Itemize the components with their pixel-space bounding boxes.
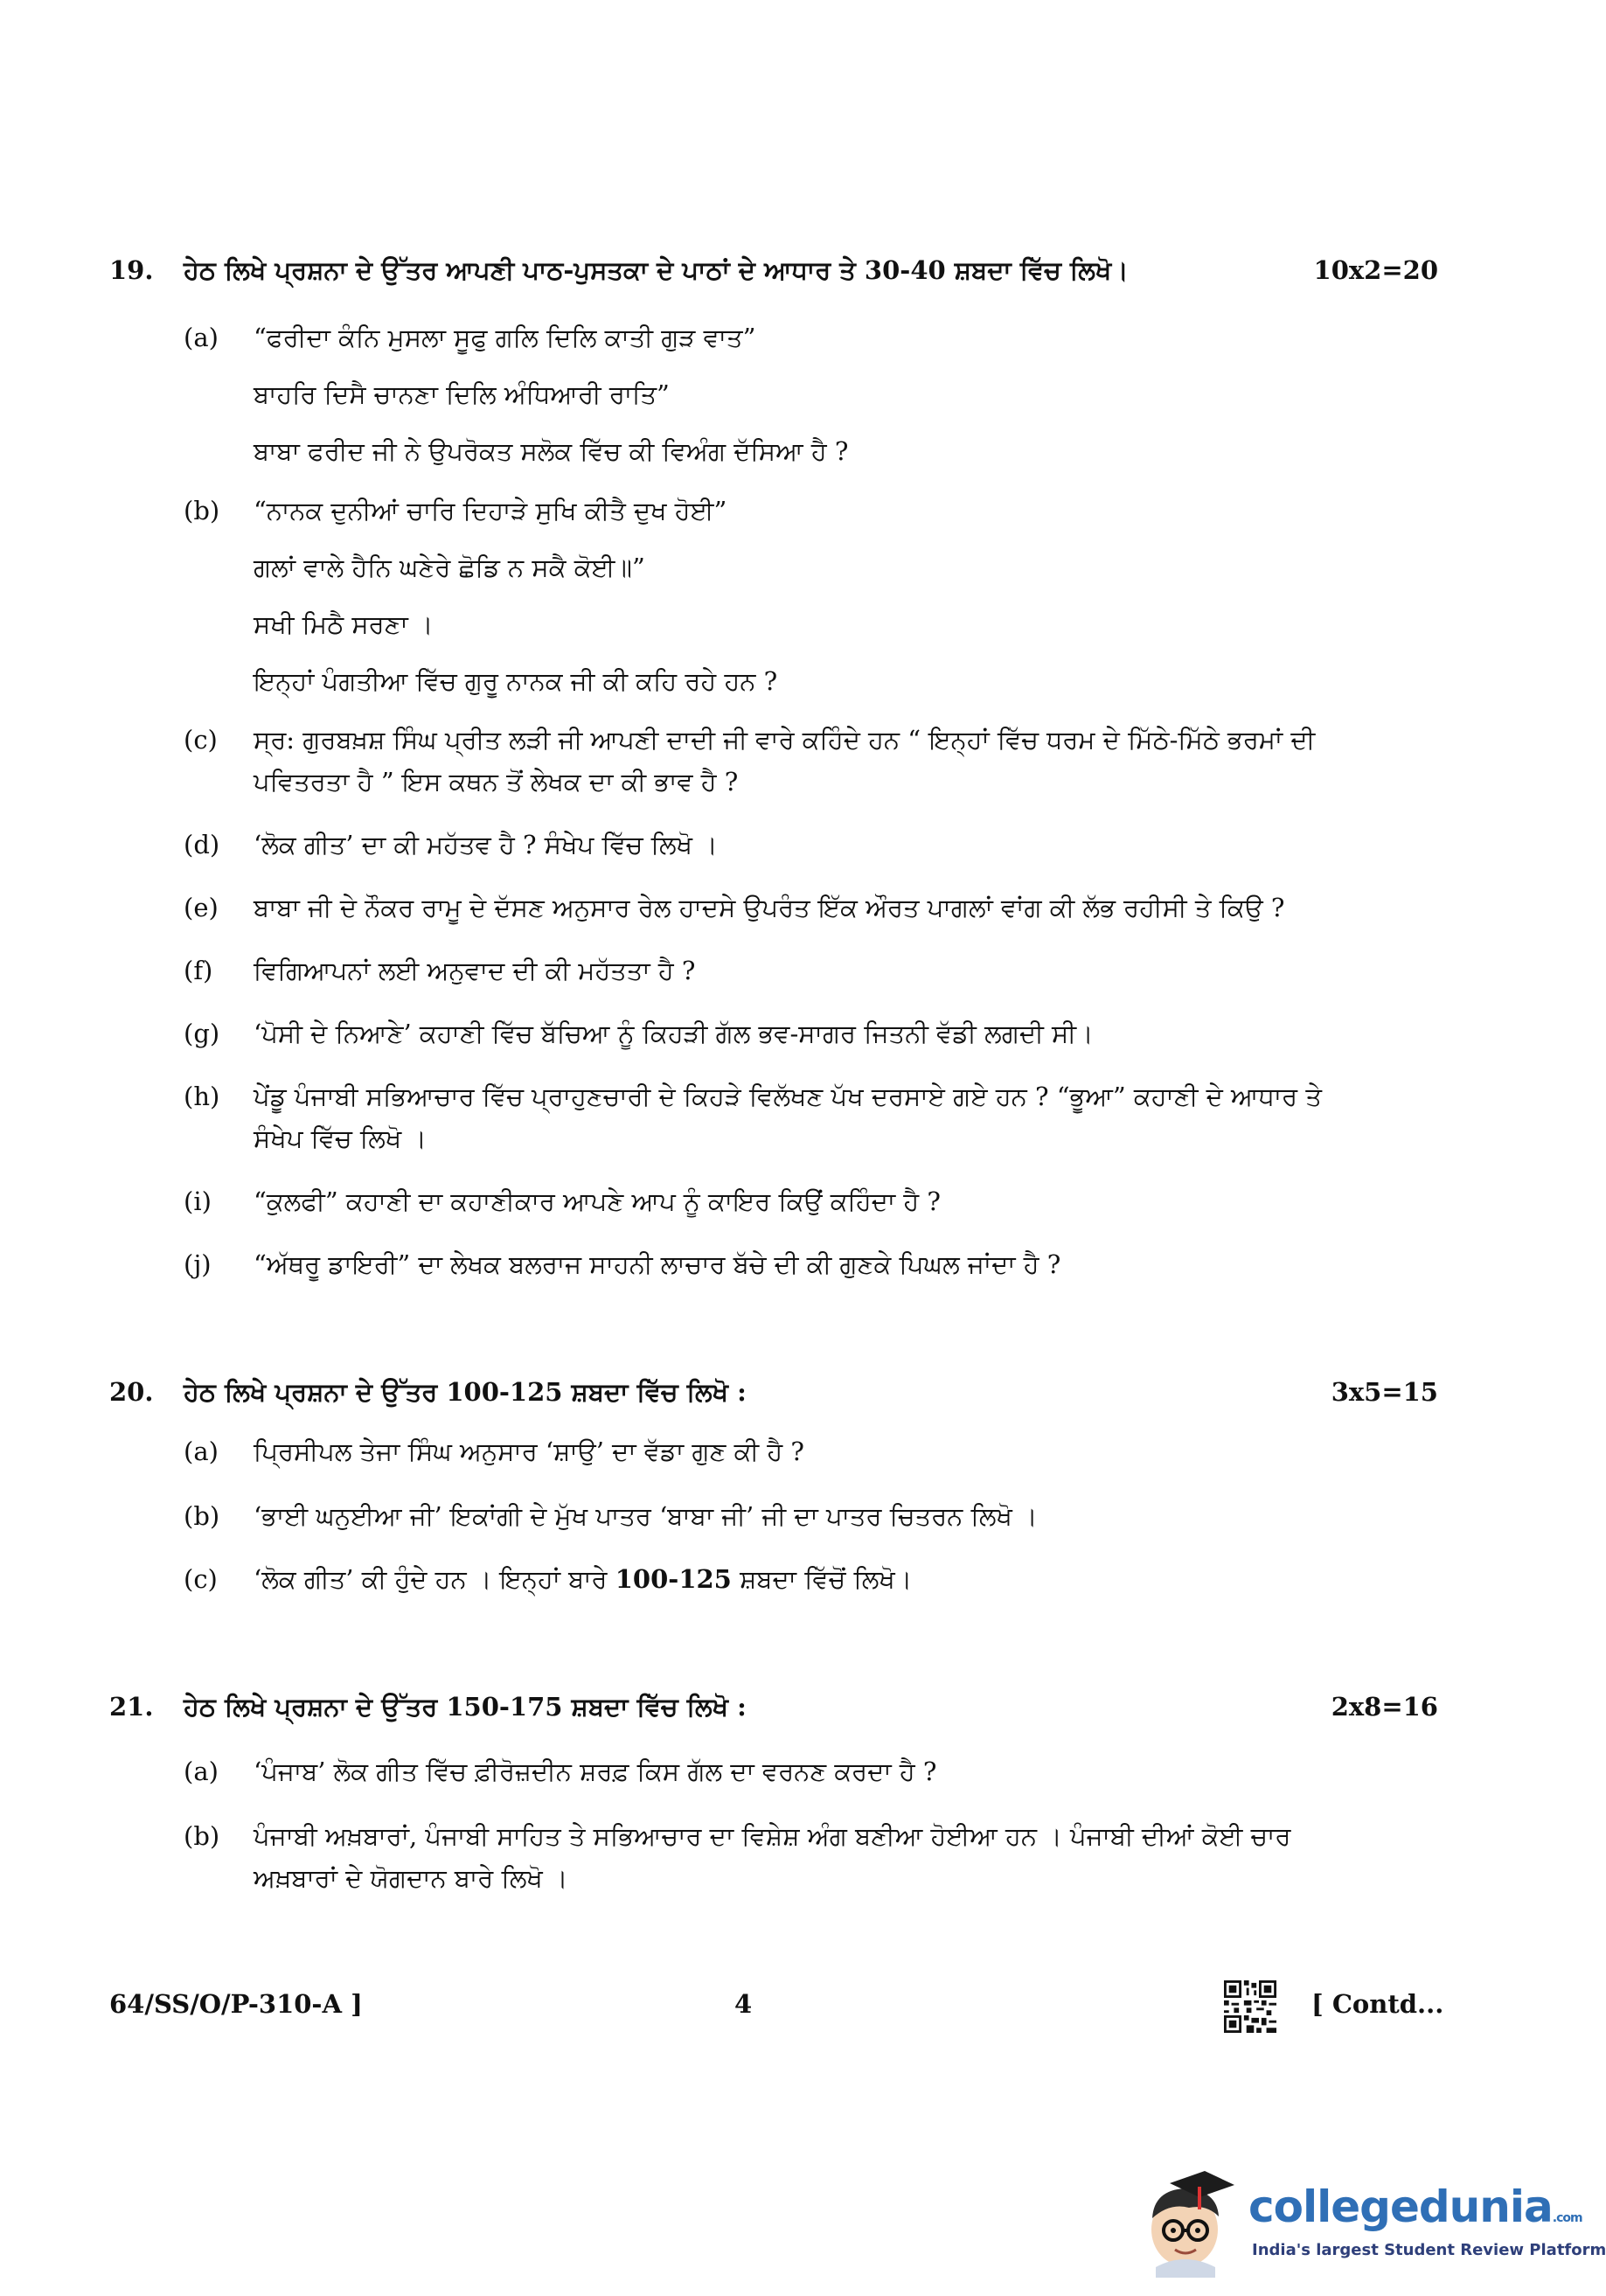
item-label: (g): [184, 1019, 220, 1048]
item-label: (j): [184, 1249, 212, 1279]
question-20-item-b: [184, 1495, 1373, 1537]
item-text-part: ਸ਼ਬਦਾ ਵਿੱਚੋਂ ਲਿਖੋ।: [731, 1564, 913, 1594]
item-label: (b): [184, 1501, 220, 1531]
student-mascot-icon: [1137, 2164, 1241, 2278]
question-marks: 10x2=20: [1313, 255, 1438, 285]
question-19-item-g: [184, 1012, 1373, 1054]
item-label: (b): [184, 1821, 220, 1851]
brand-name: [1248, 2181, 1582, 2232]
item-line: ਬਾਹਰਿ ਦਿਸੈ ਚਾਨਣਾ ਦਿਲਿ ਅੰਧਿਆਰੀ ਰਾਤਿ”: [254, 379, 670, 409]
question-19-item-e: [184, 887, 1373, 929]
question-20-item-a: [184, 1430, 1373, 1472]
question-instruction: ਹੇਠ ਲਿਖੇ ਪ੍ਰਸ਼ਨਾ ਦੇ ਉੱਤਰ ਆਪਣੀ ਪਾਠ-ਪੁਸਤਕਾ ਦੇ ਪਾਠਾਂ ਦੇ ਆਧਾਰ ਤੇ 30-40 ਸ਼ਬਦਾ ਵਿੱਚ ਲਿਖੋ।: [184, 255, 1129, 285]
item-line: ‘ਪੰਜਾਬ’ ਲੋਕ ਗੀਤ ਵਿੱਚ ਫ਼ੀਰੋਜ਼ਦੀਨ ਸ਼ਰਫ਼ ਕਿਸ ਗੱਲ ਦਾ ਵਰਨਣ ਕਰਦਾ ਹੈ ?: [254, 1757, 937, 1786]
question-19-item-b: [184, 490, 1373, 702]
item-line: ‘ਲੋਕ ਗੀਤ’ ਦਾ ਕੀ ਮਹੱਤਵ ਹੈ ? ਸੰਖੇਪ ਵਿੱਚ ਲਿਖੋ ।: [254, 830, 718, 859]
question-19-item-h: [184, 1075, 1373, 1159]
question-20-item-c: [184, 1558, 1373, 1600]
question-number: 21.: [109, 1692, 154, 1722]
item-line: ਬਾਬਾ ਜੀ ਦੇ ਨੌਕਰ ਰਾਮੂ ਦੇ ਦੱਸਣ ਅਨੁਸਾਰ ਰੇਲ ਹਾਦਸੇ ਉਪਰੰਤ ਇੱਕ ਔਰਤ ਪਾਗਲਾਂ ਵਾਂਗ ਕੀ ਲੱਭ ਰਹੀਸੀ ਤੇ ਕਿਉ ?: [254, 893, 1285, 922]
item-label: (c): [184, 1564, 218, 1594]
item-label: (e): [184, 893, 219, 922]
item-line: “ਕੁਲਫੀ” ਕਹਾਣੀ ਦਾ ਕਹਾਣੀਕਾਰ ਆਪਣੇ ਆਪ ਨੂੰ ਕਾਇਰ ਕਿਉਂ ਕਹਿੰਦਾ ਹੈ ?: [254, 1186, 941, 1216]
item-text-bold: 100-125: [615, 1564, 732, 1594]
item-text: [254, 1815, 1373, 1899]
item-label: (a): [184, 323, 219, 352]
item-line: ‘ਪੋਸੀ ਦੇ ਨਿਆਣੇ’ ਕਹਾਣੀ ਵਿੱਚ ਬੱਚਿਆ ਨੂੰ ਕਿਹੜੀ ਗੱਲ ਭਵ-ਸਾਗਰ ਜਿਤਨੀ ਵੱਡੀ ਲਗਦੀ ਸੀ।: [254, 1019, 1094, 1048]
question-19-item-a: [184, 317, 1373, 472]
item-line: ਬਾਬਾ ਫਰੀਦ ਜੀ ਨੇ ਉਪਰੋਕਤ ਸਲੋਕ ਵਿੱਚ ਕੀ ਵਿਅੰਗ ਦੱਸਿਆ ਹੈ ?: [254, 436, 849, 466]
item-line: ਅਖ਼ਬਾਰਾਂ ਦੇ ਯੋਗਦਾਨ ਬਾਰੇ ਲਿਖੋ ।: [254, 1863, 568, 1893]
question-19-item-c: [184, 719, 1373, 803]
item-label: (a): [184, 1757, 219, 1786]
item-line: ਸਖੀ ਮਿਠੈ ਸਰਣਾ ।: [254, 609, 434, 639]
question-instruction: ਹੇਠ ਲਿਖੇ ਪ੍ਰਸ਼ਨਾ ਦੇ ਉੱਤਰ 100-125 ਸ਼ਬਦਾ ਵਿੱਚ ਲਿਖੋ :: [184, 1377, 747, 1407]
item-line: ਪੰਜਾਬੀ ਅਖ਼ਬਾਰਾਂ, ਪੰਜਾਬੀ ਸਾਹਿਤ ਤੇ ਸਭਿਆਚਾਰ ਦਾ ਵਿਸ਼ੇਸ਼ ਅੰਗ ਬਣੀਆ ਹੋਈਆ ਹਨ । ਪੰਜਾਬੀ ਦੀਆਂ ਕੋਈ ਚਾਰ: [254, 1821, 1291, 1851]
qr-code-icon: [1224, 1980, 1276, 2033]
question-number: 20.: [109, 1377, 154, 1407]
item-label: (d): [184, 830, 220, 859]
question-instruction: ਹੇਠ ਲਿਖੇ ਪ੍ਰਸ਼ਨਾ ਦੇ ਉੱਤਰ 150-175 ਸ਼ਬਦਾ ਵਿੱਚ ਲਿਖੋ :: [184, 1692, 747, 1722]
page-number: 4: [734, 1989, 753, 2019]
item-line: ਪੇਂਡੂ ਪੰਜਾਬੀ ਸਭਿਆਚਾਰ ਵਿੱਚ ਪ੍ਰਾਹੁਣਚਾਰੀ ਦੇ ਕਿਹੜੇ ਵਿਲੱਖਣ ਪੱਖ ਦਰਸਾਏ ਗਏ ਹਨ ? “ਭੂਆ” ਕਹਾਣੀ ਦੇ ਆਧਾਰ ਤੇ: [254, 1082, 1322, 1111]
item-line: ਗਲਾਂ ਵਾਲੇ ਹੈਨਿ ਘਣੇਰੇ ਛੋਡਿ ਨ ਸਕੈ ਕੋਈ॥”: [254, 553, 645, 582]
question-19-item-j: [184, 1243, 1373, 1285]
continued-label: [ Contd...: [1311, 1989, 1444, 2019]
item-line: ਇਨ੍ਹਾਂ ਪੰਗਤੀਆ ਵਿੱਚ ਗੁਰੂ ਨਾਨਕ ਜੀ ਕੀ ਕਹਿ ਰਹੇ ਹਨ ?: [254, 666, 778, 696]
question-19-item-d: [184, 824, 1373, 866]
item-line: “ਫਰੀਦਾ ਕੰਨਿ ਮੁਸਲਾ ਸੂਫੁ ਗਲਿ ਦਿਲਿ ਕਾਤੀ ਗੁੜ ਵਾਤ”: [254, 323, 756, 352]
question-19-item-i: [184, 1180, 1373, 1222]
item-line: ਵਿਗਿਆਪਨਾਂ ਲਈ ਅਨੁਵਾਦ ਦੀ ਕੀ ਮਹੱਤਤਾ ਹੈ ?: [254, 956, 696, 985]
item-line: ਸ੍ਰ: ਗੁਰਬਖ਼ਸ਼ ਸਿੰਘ ਪ੍ਰੀਤ ਲੜੀ ਜੀ ਆਪਣੀ ਦਾਦੀ ਜੀ ਵਾਰੇ ਕਹਿੰਦੇ ਹਨ “ ਇਨ੍ਹਾਂ ਵਿੱਚ ਧਰਮ ਦੇ ਮਿੱਠੇ-ਮਿੱਠੇ ਭਰਮਾਂ ਦੀ: [254, 725, 1316, 755]
item-text: [254, 719, 1373, 803]
item-text-part: ‘ਲੋਕ ਗੀਤ’ ਕੀ ਹੁੰਦੇ ਹਨ । ਇਨ੍ਹਾਂ ਬਾਰੇ: [254, 1564, 615, 1594]
item-text: [254, 1075, 1373, 1159]
item-label: (b): [184, 496, 220, 525]
item-line: ‘ਭਾਈ ਘਨੁਈਆ ਜੀ’ ਇਕਾਂਗੀ ਦੇ ਮੁੱਖ ਪਾਤਰ ‘ਬਾਬਾ ਜੀ’ ਜੀ ਦਾ ਪਾਤਰ ਚਿਤਰਨ ਲਿਖੋ ।: [254, 1501, 1038, 1531]
item-label: (h): [184, 1082, 220, 1111]
item-label: (i): [184, 1186, 212, 1216]
brand-suffix: .com: [1552, 2211, 1582, 2225]
paper-code: 64/SS/O/P-310-A ]: [109, 1989, 363, 2019]
item-line: ਸੰਖੇਪ ਵਿੱਚ ਲਿਖੋ ।: [254, 1124, 427, 1153]
collegedunia-watermark: [1137, 2164, 1606, 2278]
item-line: ਪਵਿਤਰਤਾ ਹੈ ” ਇਸ ਕਥਨ ਤੋਂ ਲੇਖਕ ਦਾ ਕੀ ਭਾਵ ਹੈ ?: [254, 767, 739, 797]
question-19-item-f: [184, 950, 1373, 991]
item-line: “ਨਾਨਕ ਦੁਨੀਆਂ ਚਾਰਿ ਦਿਹਾੜੇ ਸੁਖਿ ਕੀਤੈ ਦੁਖ ਹੋਈ”: [254, 496, 727, 525]
item-line: [254, 1558, 1373, 1600]
item-label: (f): [184, 956, 213, 985]
item-label: (a): [184, 1437, 219, 1466]
question-marks: 2x8=16: [1331, 1692, 1438, 1722]
question-marks: 3x5=15: [1331, 1377, 1438, 1407]
question-21-item-a: [184, 1750, 1373, 1792]
item-line: “ਅੱਥਰੂ ਡਾਇਰੀ” ਦਾ ਲੇਖਕ ਬਲਰਾਜ ਸਾਹਨੀ ਲਾਚਾਰ ਬੱਚੇ ਦੀ ਕੀ ਗੁਣਕੇ ਪਿਘਲ ਜਾਂਦਾ ਹੈ ?: [254, 1249, 1061, 1279]
question-21-item-b: [184, 1815, 1373, 1899]
question-number: 19.: [109, 255, 154, 285]
item-line: ਪ੍ਰਿਸੀਪਲ ਤੇਜਾ ਸਿੰਘ ਅਨੁਸਾਰ ‘ਸ਼ਾਉ’ ਦਾ ਵੱਡਾ ਗੁਣ ਕੀ ਹੈ ?: [254, 1437, 804, 1466]
item-text: [254, 490, 1373, 702]
brand-name-text: collegedunia: [1248, 2181, 1553, 2232]
item-label: (c): [184, 725, 218, 755]
item-text: [254, 317, 1373, 472]
brand-tagline: India's largest Student Review Platform: [1252, 2241, 1606, 2259]
